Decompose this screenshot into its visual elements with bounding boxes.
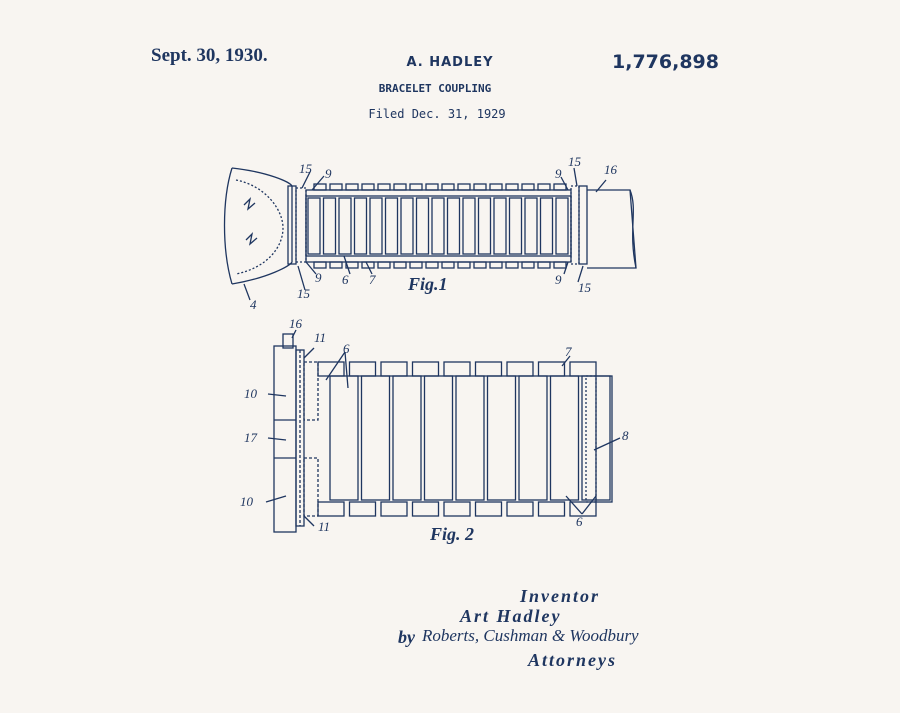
fig1-label-16: 16 (604, 162, 617, 177)
fig2-link-tab (539, 362, 565, 376)
fig1-link-tab (410, 184, 422, 190)
fig1-link-tab (378, 184, 390, 190)
fig1-link-tab (458, 184, 470, 190)
fig1-label-15c: 15 (297, 286, 310, 301)
fig2-link-bar (425, 376, 453, 500)
fig2-link-tab (507, 502, 533, 516)
fig1-link-bar (479, 198, 491, 254)
fig1-link-tab (394, 184, 406, 190)
fig1-link-tab (394, 262, 406, 268)
fig1-link-tab (554, 184, 566, 190)
fig1-link-tab (522, 262, 534, 268)
fig2-link-bar (456, 376, 484, 500)
fig2-label-7: 7 (565, 344, 572, 359)
fig1-link-bar (401, 198, 413, 254)
fig1-link-tab (458, 262, 470, 268)
patent-number: 1,776,898 (612, 51, 719, 73)
fig2-caption: Fig. 2 (430, 524, 475, 544)
fig1-link-bar (324, 198, 336, 254)
fig1-link-bar (525, 198, 537, 254)
fig1-label-9c: 9 (315, 270, 322, 285)
fig2-link-tab (381, 502, 407, 516)
fig2-link-tab (444, 502, 470, 516)
fig2-label-8: 8 (622, 428, 629, 443)
fig1-link-bar (494, 198, 506, 254)
fig1-link-bar (448, 198, 460, 254)
attorneys-label: Attorneys (528, 650, 618, 670)
fig1-link-bar (510, 198, 522, 254)
fig2-link-tab (539, 502, 565, 516)
fig2-label-10b: 10 (240, 494, 253, 509)
fig1-link-tab (506, 262, 518, 268)
fig1-label-4: 4 (250, 297, 257, 312)
fig1-link-tab (474, 262, 486, 268)
fig1-link-tab (426, 262, 438, 268)
fig1-link-tab (490, 262, 502, 268)
figure-1-tabs-top (314, 184, 566, 190)
fig1-link-tab (330, 262, 342, 268)
fig1-label-9b: 9 (555, 166, 562, 181)
inventor-label: Inventor (520, 586, 601, 606)
filed-date: Filed Dec. 31, 1929 (368, 107, 506, 121)
fig1-label-9d: 9 (555, 272, 562, 287)
fig1-caption: Fig.1 (408, 274, 448, 294)
figure-1-tabs-bottom (314, 262, 566, 268)
fig1-link-bar (556, 198, 568, 254)
fig1-link-tab (442, 184, 454, 190)
fig1-link-tab (442, 262, 454, 268)
fig2-label-17: 17 (244, 430, 257, 445)
fig1-link-bar (541, 198, 553, 254)
fig1-link-tab (490, 184, 502, 190)
figure-2-links (318, 362, 610, 516)
fig1-link-tab (314, 262, 326, 268)
fig2-link-tab (476, 362, 502, 376)
fig2-link-bar (551, 376, 579, 500)
fig1-link-tab (554, 262, 566, 268)
fig2-link-tab (413, 362, 439, 376)
fig1-link-tab (522, 184, 534, 190)
by-label: by (398, 627, 415, 647)
fig1-label-6: 6 (342, 272, 349, 287)
patent-date: Sept. 30, 1930. (151, 45, 268, 66)
fig1-link-bar (417, 198, 429, 254)
fig2-link-tab (476, 502, 502, 516)
figure-1-links (308, 198, 568, 254)
fig1-link-tab (362, 184, 374, 190)
fig2-link-tab (350, 362, 376, 376)
fig2-link-tab (507, 362, 533, 376)
fig2-link-bar (330, 376, 358, 500)
fig2-label-6b: 6 (576, 514, 583, 529)
fig2-link-tab (444, 362, 470, 376)
attorneys-signature: Roberts, Cushman & Woodbury (422, 626, 639, 645)
fig2-link-bar (488, 376, 516, 500)
fig1-link-bar (355, 198, 367, 254)
fig2-label-16: 16 (289, 316, 302, 331)
fig1-link-tab (378, 262, 390, 268)
fig1-link-bar (339, 198, 351, 254)
fig1-link-bar (370, 198, 382, 254)
fig1-link-tab (506, 184, 518, 190)
fig1-label-15b: 15 (568, 154, 581, 169)
fig1-link-tab (330, 184, 342, 190)
fig2-link-tab (570, 362, 596, 376)
fig2-label-11b: 11 (318, 519, 331, 534)
fig2-link-tab (350, 502, 376, 516)
fig1-link-tab (410, 262, 422, 268)
fig2-link-bar (519, 376, 547, 500)
fig2-label-6a: 6 (343, 341, 350, 356)
fig2-link-tab (318, 362, 344, 376)
figure-2-drawing (266, 330, 620, 532)
fig1-link-tab (474, 184, 486, 190)
fig2-label-11a: 11 (314, 330, 327, 345)
inventor-signature: Art Hadley (460, 606, 562, 626)
patent-title: BRACELET COUPLING (378, 82, 492, 95)
fig2-link-tab (318, 502, 344, 516)
fig1-link-tab (346, 184, 358, 190)
fig1-link-bar (463, 198, 475, 254)
fig1-link-tab (538, 184, 550, 190)
fig1-label-15a: 15 (299, 161, 312, 176)
fig1-link-bar (308, 198, 320, 254)
fig2-link-tab (413, 502, 439, 516)
inventor-header: A. HADLEY (406, 55, 494, 70)
fig1-label-7: 7 (369, 272, 376, 287)
fig1-link-tab (538, 262, 550, 268)
fig1-label-15d: 15 (578, 280, 591, 295)
fig1-link-bar (386, 198, 398, 254)
fig1-label-9a: 9 (325, 166, 332, 181)
fig2-label-10a: 10 (244, 386, 257, 401)
fig1-link-tab (426, 184, 438, 190)
fig2-link-bar (362, 376, 390, 500)
fig2-link-tab (381, 362, 407, 376)
fig2-link-bar (393, 376, 421, 500)
fig1-link-bar (432, 198, 444, 254)
